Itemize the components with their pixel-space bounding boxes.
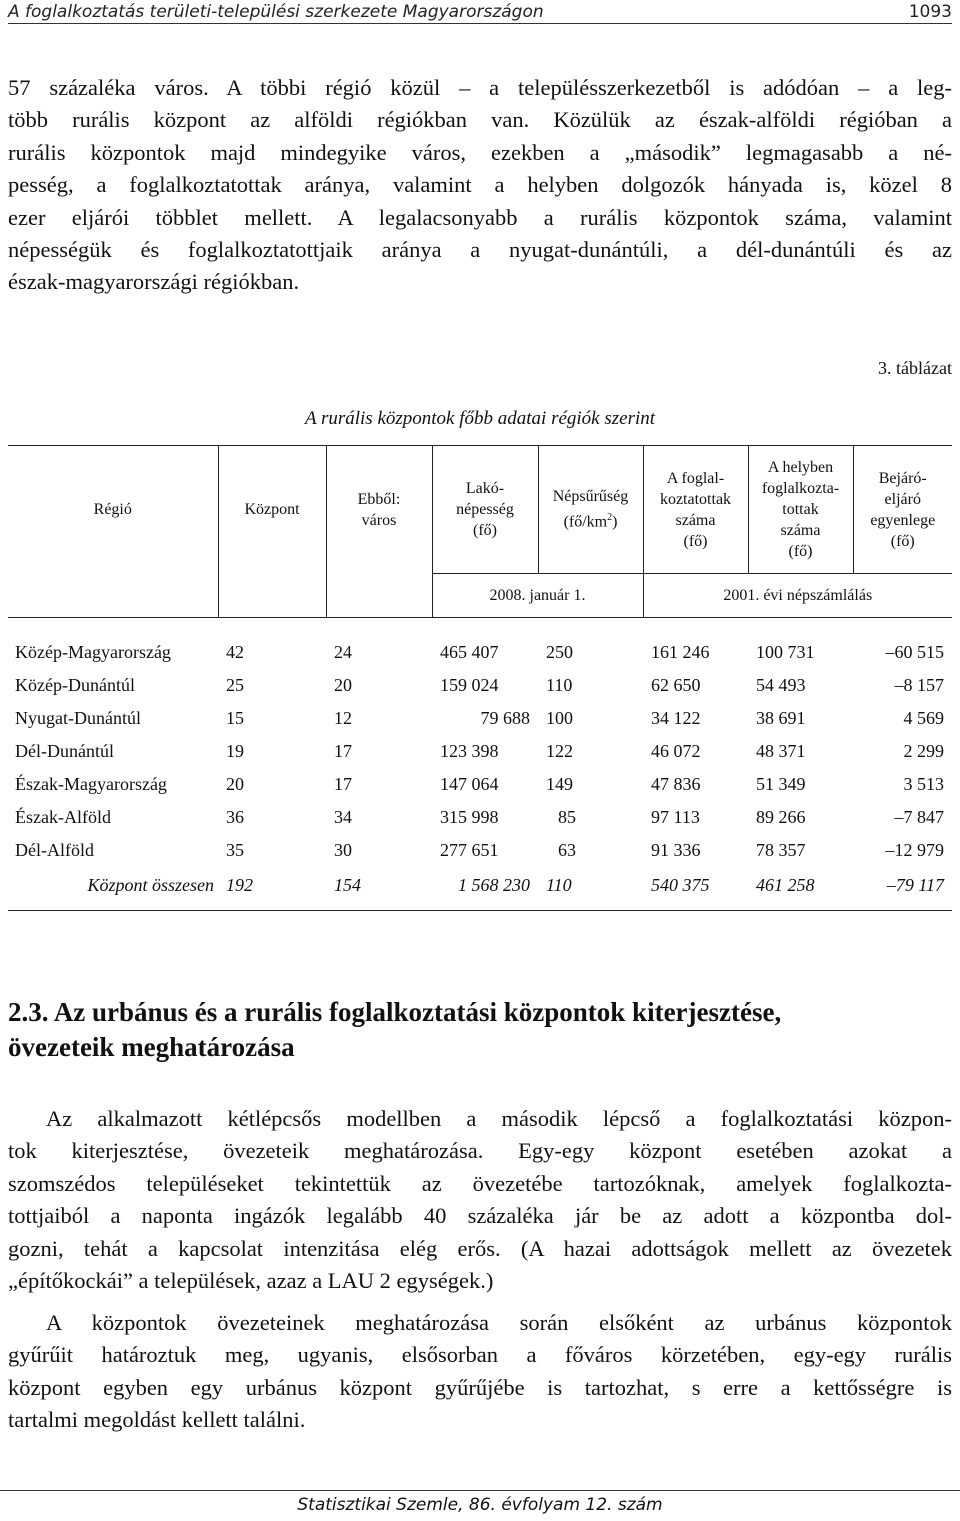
cell-employed: 34 122 — [651, 707, 701, 728]
text-line: népességük és foglalkoztatottjaik aránya a nyugat-dunántúli, a dél-dunántúli és az — [8, 237, 952, 263]
cell-employed: 161 246 — [643, 618, 748, 669]
cell-population: 1 568 230 — [432, 867, 538, 911]
cell-balance: –79 117 — [853, 867, 952, 911]
cell-balance: –60 515 — [853, 618, 952, 669]
cell-center: 20 — [226, 773, 244, 794]
running-title: A foglalkoztatás területi-települési szerkezete Magyarországon — [8, 1, 544, 22]
table-total-row — [8, 867, 952, 911]
table-date-row — [8, 574, 952, 618]
cell-center: 25 — [226, 674, 244, 695]
date-2001: 2001. évi népszámlálás — [643, 574, 952, 618]
header-center: Központ — [218, 446, 326, 574]
cell-density: 63 — [558, 839, 576, 860]
cell-balance: 3 513 — [903, 773, 944, 794]
cell-region: Közép-Magyarország — [8, 618, 218, 669]
header-commuter-balance: Bejáró- eljáró egyenlege (fő) — [853, 446, 952, 574]
cell-local: 78 357 — [756, 839, 806, 860]
table-row — [8, 702, 952, 735]
cell-city: 30 — [334, 839, 352, 860]
cell-local: 89 266 — [756, 806, 806, 827]
text-line: szomszédos településeket tekintettük az övezetébe tartozóknak, amelyek foglalkozta- — [8, 1170, 952, 1196]
cell-city: 34 — [334, 806, 352, 827]
page-number: 1093 — [908, 1, 952, 22]
intro-paragraph — [8, 72, 952, 299]
cell-employed: 540 375 — [643, 867, 748, 911]
cell-population: 147 064 — [440, 773, 499, 794]
header-region: Régió — [8, 446, 218, 574]
cell-city: 17 — [334, 740, 352, 761]
cell-region: Közép-Dunántúl — [15, 674, 135, 695]
table-row — [8, 669, 952, 702]
page-footer — [0, 1490, 960, 1521]
cell-balance: –8 157 — [894, 674, 944, 695]
cell-density: 122 — [546, 740, 573, 761]
text-line: tok kiterjesztése, övezeteik meghatározása. Egy-egy központ esetében azokat a — [8, 1138, 952, 1164]
table-row — [8, 801, 952, 834]
cell-city: 24 — [326, 618, 432, 669]
text-line: gozni, tehát a kapcsolat intenzitása elég erős. (A hazai adottságok mellett az övezetek — [8, 1235, 952, 1261]
cell-region: Dél-Dunántúl — [15, 740, 114, 761]
cell-population: 159 024 — [440, 674, 499, 695]
cell-center: 19 — [226, 740, 244, 761]
text-line: több rurális központ az alföldi régiókban van. Közülük az észak-alföldi régióban a — [8, 107, 952, 133]
text-line: „építőkockái” a települések, azaz a LAU 2 egységek.) — [8, 1268, 494, 1294]
cell-city: 12 — [334, 707, 352, 728]
body-paragraph-2 — [8, 1307, 952, 1437]
cell-local: 54 493 — [756, 674, 806, 695]
table-number: 3. táblázat — [878, 358, 952, 378]
cell-city: 20 — [334, 674, 352, 695]
cell-employed: 62 650 — [651, 674, 701, 695]
regional-centers-table — [8, 445, 952, 911]
cell-local: 48 371 — [756, 740, 806, 761]
cell-region: Központ összesen — [8, 867, 218, 911]
cell-employed: 46 072 — [651, 740, 701, 761]
cell-population: 465 407 — [432, 618, 538, 669]
header-city: Ebből: város — [326, 446, 432, 574]
cell-city: 17 — [334, 773, 352, 794]
date-2008: 2008. január 1. — [432, 574, 643, 618]
cell-density: 85 — [558, 806, 576, 827]
cell-balance: 2 299 — [903, 740, 944, 761]
cell-population: 79 688 — [480, 707, 530, 728]
table-header-row — [8, 446, 952, 574]
text-line: gyűrűit határoztuk meg, ugyanis, elsősorban a főváros körzetében, egy-egy rurális — [8, 1342, 952, 1368]
header-employed: A foglal- koztatottak száma (fő) — [643, 446, 748, 574]
header-population: Lakó- népesség (fő) — [432, 446, 538, 574]
text-line: tottjaiból a naponta ingázók legalább 40 százaléka jár be az adott a központba dol- — [8, 1203, 952, 1229]
cell-employed: 91 336 — [651, 839, 701, 860]
cell-center: 192 — [218, 867, 326, 911]
text-line: A központok övezeteinek meghatározása során elsőként az urbánus központok — [46, 1310, 952, 1335]
cell-center: 36 — [226, 806, 244, 827]
table-title: A rurális központok főbb adatai régiók szerint — [304, 408, 656, 429]
cell-local: 100 731 — [748, 618, 853, 669]
table-row — [8, 834, 952, 867]
cell-employed: 97 113 — [651, 806, 700, 827]
text-line: észak-magyarországi régiókban. — [8, 269, 300, 295]
cell-population: 277 651 — [440, 839, 499, 860]
cell-center: 42 — [218, 618, 326, 669]
header-density: Népsűrűség $(fő/km^2)$ — [538, 446, 643, 574]
cell-local: 38 691 — [756, 707, 806, 728]
cell-center: 35 — [226, 839, 244, 860]
header-local-employed: A helyben foglalkozta- tottak száma (fő) — [748, 446, 853, 574]
cell-region: Dél-Alföld — [15, 839, 94, 860]
cell-population: 315 998 — [440, 806, 499, 827]
text-line: ezer eljárói többlet mellett. A legalacsonyabb a rurális központok száma, valamint — [8, 204, 952, 230]
body-paragraph-1 — [8, 1103, 952, 1297]
text-line: pesség, a foglalkoztatottak aránya, valamint a helyben dolgozók hányada is, közel 8 — [8, 172, 952, 198]
cell-density: 110 — [538, 867, 643, 911]
cell-local: 51 349 — [756, 773, 806, 794]
text-line: tartalmi megoldást kellett találni. — [8, 1407, 306, 1433]
cell-region: Nyugat-Dunántúl — [15, 707, 141, 728]
text-line: Az alkalmazott kétlépcsős modellben a második lépcső a foglalkoztatási közpon- — [46, 1106, 952, 1131]
section-heading: 2.3. Az urbánus és a rurális foglalkoztatási központok kiterjesztése, övezeteik meghatározása — [8, 997, 782, 1062]
text-line: rurális központok majd mindegyike város, ezekben a „második” legmagasabb a né- — [8, 139, 952, 165]
journal-name: Statisztikai Szemle, 86. évfolyam 12. szám — [297, 1495, 663, 1515]
table-row — [8, 768, 952, 801]
cell-city: 154 — [326, 867, 432, 911]
cell-density: 250 — [538, 618, 643, 669]
cell-balance: –12 979 — [885, 839, 944, 860]
cell-density: 100 — [546, 707, 573, 728]
cell-balance: –7 847 — [894, 806, 944, 827]
cell-population: 123 398 — [440, 740, 499, 761]
cell-local: 461 258 — [748, 867, 853, 911]
cell-region: Észak-Alföld — [15, 806, 111, 827]
cell-balance: 4 569 — [903, 707, 944, 728]
cell-density: 110 — [546, 674, 573, 695]
text-line: központ egyben egy urbánus központ gyűrűjébe is tartozhat, s erre a kettősségre is — [8, 1374, 952, 1400]
text-line: 57 százaléka város. A többi régió közül – a településszerkezetből is adódóan – a leg- — [8, 75, 952, 100]
table-row — [8, 735, 952, 768]
cell-density: 149 — [546, 773, 573, 794]
table-row — [8, 618, 952, 669]
running-head — [8, 0, 952, 24]
cell-center: 15 — [226, 707, 244, 728]
cell-region: Észak-Magyarország — [15, 773, 167, 794]
cell-employed: 47 836 — [651, 773, 701, 794]
